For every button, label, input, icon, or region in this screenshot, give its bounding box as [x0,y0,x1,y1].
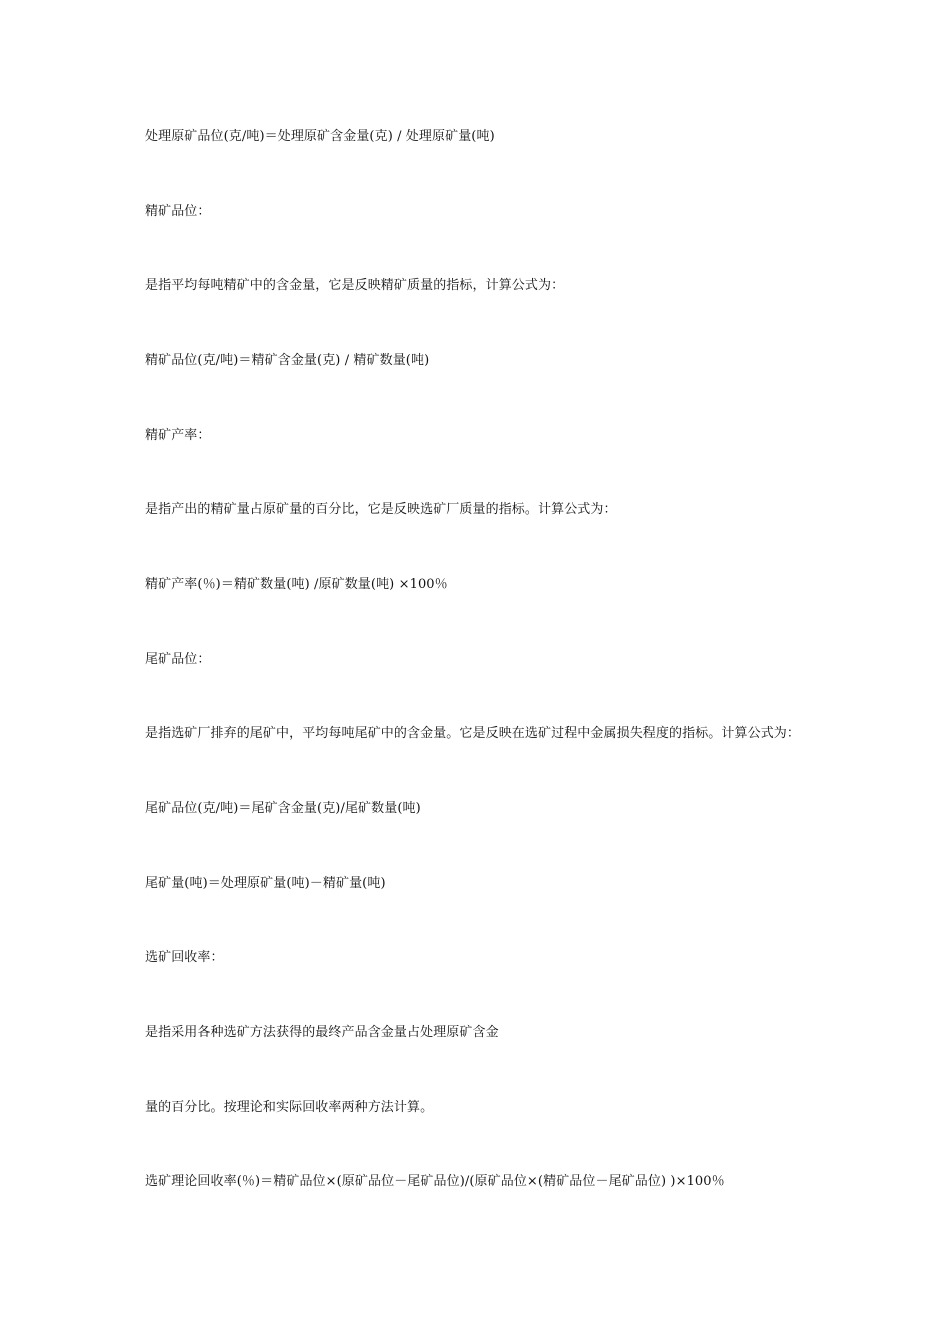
formula-raw-ore-grade: 处理原矿品位(克/吨)＝处理原矿含金量(克) / 处理原矿量(吨) [145,129,495,144]
heading-concentrate-grade: 精矿品位： [145,204,211,219]
formula-theoretical-recovery-rate: 选矿理论回收率(％)＝精矿品位×(原矿品位－尾矿品位)/(原矿品位×(精矿品位－尾矿品位) )×100％ [145,1174,725,1189]
definition-concentrate-yield: 是指产出的精矿量占原矿量的百分比，它是反映选矿厂质量的指标。计算公式为： [145,502,617,517]
definition-tailings-grade: 是指选矿厂排弃的尾矿中，平均每吨尾矿中的含金量。它是反映在选矿过程中金属损失程度的指标。计算公式为： [145,726,801,741]
formula-tailings-amount: 尾矿量(吨)＝处理原矿量(吨)－精矿量(吨) [145,876,386,891]
heading-concentrate-yield: 精矿产率： [145,428,211,443]
formula-tailings-grade: 尾矿品位(克/吨)＝尾矿含金量(克)/尾矿数量(吨) [145,801,421,816]
heading-recovery-rate: 选矿回收率： [145,950,224,965]
formula-concentrate-grade: 精矿品位(克/吨)＝精矿含金量(克) / 精矿数量(吨) [145,353,430,368]
formula-concentrate-yield: 精矿产率(％)＝精矿数量(吨) /原矿数量(吨) ×100％ [145,577,448,592]
heading-tailings-grade: 尾矿品位： [145,652,211,667]
definition-recovery-rate-part1: 是指采用各种选矿方法获得的最终产品含金量占处理原矿含金 [145,1025,499,1040]
definition-concentrate-grade: 是指平均每吨精矿中的含金量，它是反映精矿质量的指标，计算公式为： [145,278,565,293]
definition-recovery-rate-part2: 量的百分比。按理论和实际回收率两种方法计算。 [145,1100,434,1115]
